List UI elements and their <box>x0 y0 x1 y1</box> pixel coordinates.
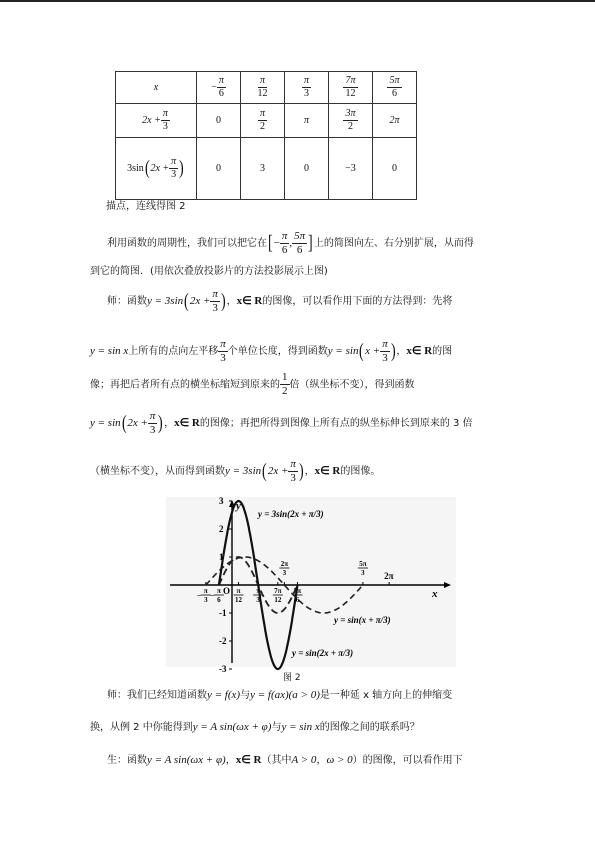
table-row-header: 2x + $\frac{\pi}{3}$ <box>116 104 197 138</box>
table-cell: 0 <box>197 104 241 138</box>
text-line-2: 利用函数的周期性，我们可以把它在[− $\frac{\pi}{6}$ , $\frac{5\pi}{6}$ ]上的简图向左、右分别扩展，从而得 <box>107 229 474 256</box>
text-line-11: 生：函数y = A sin(ωx + φ)，x∈ R（其中A > 0，ω > 0）的图像，可以看作用下 <box>107 754 463 766</box>
table-row <box>116 104 417 138</box>
y-tick-label: -3 <box>219 664 227 674</box>
table-cell: $\frac{7\pi}{12}$ <box>329 72 373 104</box>
text-line-1: 描点，连线得图 2 <box>106 201 186 212</box>
text-line-5: y = sin x上所有的点向左平移 $\frac{\pi}{3}$ 个单位长度，得到函数y = sin(x + $\frac{\pi}{3}$ )，x∈ R的图 <box>90 337 453 364</box>
text-line-4: 师：函数y = 3sin(2x + $\frac{\pi}{3}$ )，x∈ R的图像，可以看作用下面的方法得到：先将 <box>107 287 453 314</box>
svg-text:5π: 5π <box>293 587 302 595</box>
figure-2-graph <box>166 496 456 674</box>
svg-text:7π: 7π <box>274 587 282 595</box>
svg-text:−: − <box>196 591 202 600</box>
svg-text:12: 12 <box>235 596 243 604</box>
svg-text:3: 3 <box>282 569 287 577</box>
table-cell: 0 <box>373 138 417 200</box>
text-line-10: 换，从例 2 中你能得到y = A sin(ωx + φ)与y = sin x的图像之间的联系吗？ <box>90 721 420 733</box>
value-table <box>115 71 417 200</box>
table-cell: 2π <box>373 104 417 138</box>
curve-label-sin-2x: y = sin(2x + π/3) <box>292 648 354 658</box>
table-row <box>116 138 417 200</box>
table-cell: 3 <box>241 138 285 200</box>
table-cell: $\frac{5\pi}{6}$ <box>373 72 417 104</box>
curve-label-sin-x: y = sin(x + π/3) <box>334 615 391 625</box>
top-rule <box>0 0 595 2</box>
y-tick-label: 3 <box>219 496 224 506</box>
x-tick-label: O <box>223 586 231 596</box>
text-line-6: 像；再把后者所有点的横坐标缩短到原来的 $\frac{1}{2}$ 倍（纵坐标不变），得到函数 <box>90 371 415 397</box>
table-cell: − $\frac{\pi}{6}$ <box>197 72 241 104</box>
curve-label-3sin: y = 3sin(2x + π/3) <box>258 509 324 519</box>
svg-text:π: π <box>256 587 261 595</box>
svg-text:12: 12 <box>274 596 282 604</box>
table-cell: π <box>285 104 329 138</box>
x-tick-label <box>273 587 283 604</box>
text-line-3: 到它的简图．(用依次叠放投影片的方法投影展示上图) <box>90 266 328 277</box>
table-cell: $\frac{\pi}{3}$ <box>285 72 329 104</box>
table-cell: $\frac{3\pi}{2}$ <box>329 104 373 138</box>
table-row-header: x <box>116 72 197 104</box>
y-tick-label: -2 <box>219 636 227 646</box>
table-row-header: 3sin(2x + $\frac{\pi}{3}$ ) <box>116 138 197 200</box>
table-cell: 0 <box>197 138 241 200</box>
svg-text:6: 6 <box>217 596 221 604</box>
y-tick-label: 1 <box>219 552 224 562</box>
y-tick-label: 2 <box>219 524 224 534</box>
x-axis-label: x <box>432 588 438 600</box>
svg-text:2π: 2π <box>280 560 289 568</box>
table-cell: $\frac{\pi}{12}$ <box>241 72 285 104</box>
table-cell: 0 <box>285 138 329 200</box>
x-tick-label: 2π <box>384 571 394 581</box>
y-tick-label: -1 <box>219 608 227 618</box>
text-line-9: 师：我们已经知道函数y = f(x)与y = f(ax)(a > 0)是一种延 x 轴方向上的伸缩变 <box>107 689 453 701</box>
svg-text:π: π <box>236 587 241 595</box>
svg-text:π: π <box>203 587 208 595</box>
svg-text:−: − <box>209 591 215 600</box>
svg-text:6: 6 <box>295 596 300 604</box>
table-row <box>116 72 417 104</box>
svg-text:3: 3 <box>361 569 365 577</box>
table-cell: $\frac{\pi}{2}$ <box>241 104 285 138</box>
figure-caption: 图 2 <box>283 673 301 683</box>
table-cell: −3 <box>329 138 373 200</box>
y-axis-label: y <box>236 500 241 512</box>
svg-text:π: π <box>216 587 221 595</box>
svg-text:3: 3 <box>204 596 208 604</box>
svg-text:5π: 5π <box>359 560 367 568</box>
text-line-7: y = sin(2x + $\frac{\pi}{3}$ )，x∈ R的图像；再把所得到图像上所有点的纵坐标伸长到原来的 3 倍 <box>90 409 473 436</box>
text-line-8: （横坐标不变），从而得到函数y = 3sin(2x + $\frac{\pi}{3}$ )，x∈ R的图像。 <box>90 457 381 484</box>
svg-text:3: 3 <box>256 596 260 604</box>
